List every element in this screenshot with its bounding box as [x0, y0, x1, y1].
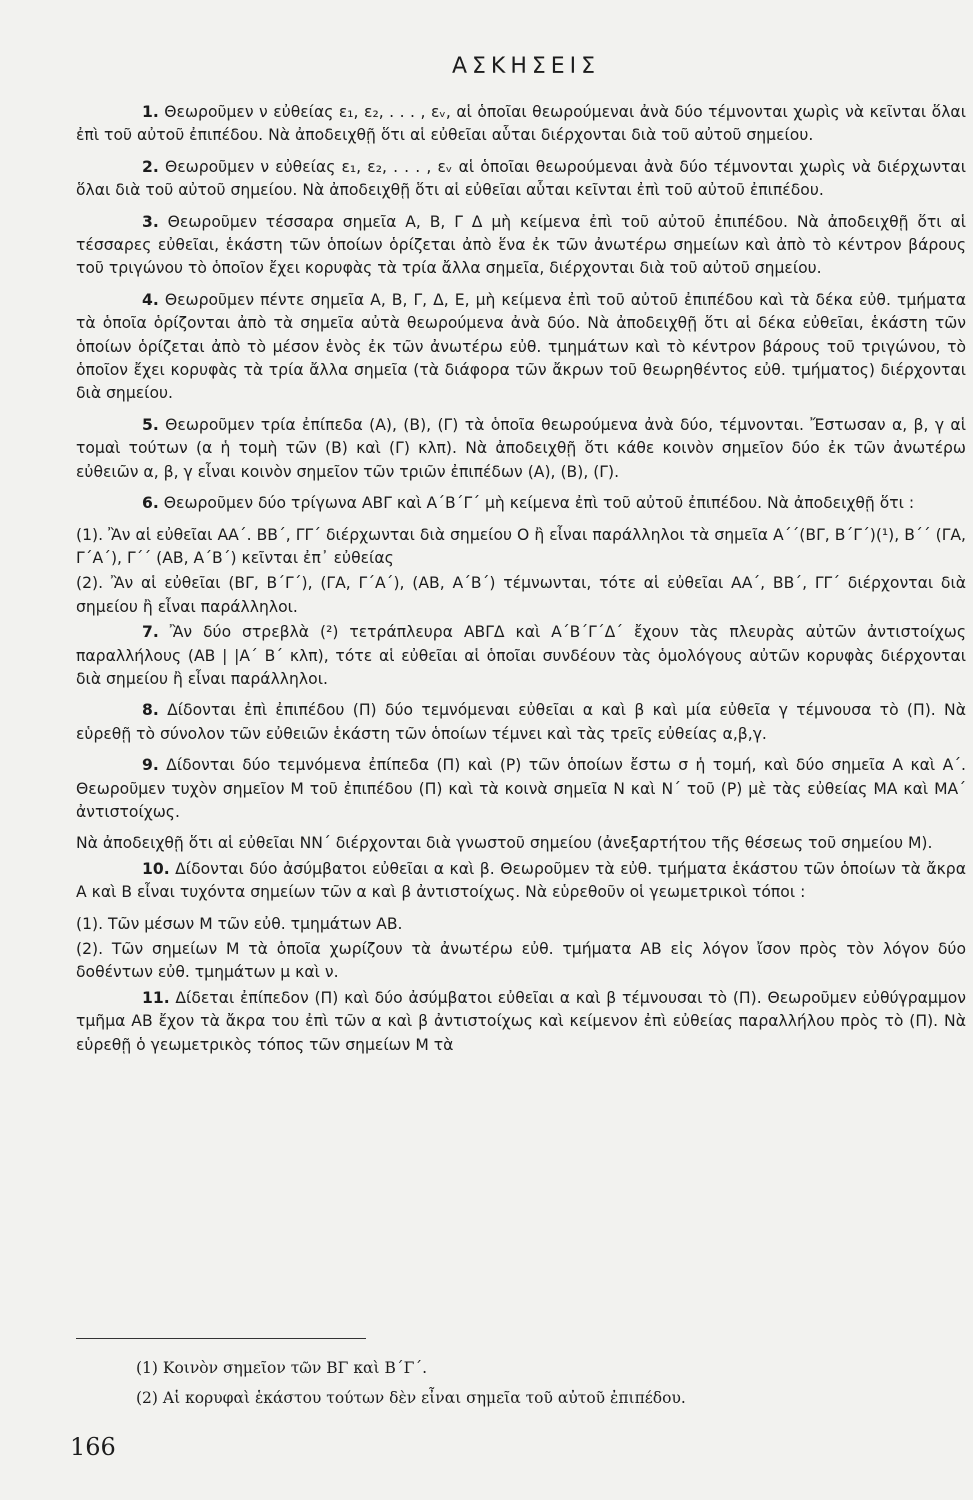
exercise-number: 3. — [142, 212, 159, 231]
exercise-10 — [76, 858, 966, 905]
exercise-number: 10. — [142, 859, 170, 878]
exercise-6-item-1: (1). Ἂν αἱ εὐθεῖαι ΑΑ΄. ΒΒ΄, ΓΓ΄ διέρχωνται διὰ σημείου Ο ἢ εἶναι παράλληλοι τὰ σημεῖα Α΄΄(ΒΓ, Β΄Γ΄)(¹), Β΄΄ (ΓΑ, Γ΄Α΄), Γ΄΄ (ΑΒ, Α΄Β΄) κεῖνται ἐπ᾽ εὐθείας — [76, 525, 966, 567]
exercise-number: 2. — [142, 157, 159, 176]
exercise-text: Θεωροῦμεν τέσσαρα σημεῖα Α, Β, Γ Δ μὴ κείμενα ἐπὶ τοῦ αὐτοῦ ἐπιπέδου. Νὰ ἀποδειχθῇ ὅτι αἱ τέσσαρες εὐθεῖαι, ἑκάστη τῶν ὁποίων ὁρίζεται ἀπὸ ἕνα ἐκ τῶν ἀνωτέρω σημείων καὶ ἀπὸ τὸ κέντρον βάρους τοῦ τριγώνου τὸ ὁποῖον ἔχει κορυφὰς τὰ τρία ἄλλα σημεῖα, διέρχονται διὰ τοῦ αὐτοῦ σημείου. — [76, 212, 966, 278]
page-title: ΑΣΚΗΣΕΙΣ — [451, 54, 601, 79]
exercise-3 — [76, 211, 966, 281]
exercise-number: 9. — [142, 756, 159, 775]
page-number: 166 — [70, 1433, 116, 1461]
exercise-text: Δίδεται ἐπίπεδον (Π) καὶ δύο ἀσύμβατοι εὐθεῖαι α καὶ β τέμνουσαι τὸ (Π). Θεωροῦμεν εὐθύγραμμον τμῆμα ΑΒ ἔχον τὰ ἄκρα του ἐπὶ τῶν α καὶ β ἀντιστοίχως καὶ κείμενον ἐπὶ εὐθείας παραλλήλου πρὸς τὸ (Π). Νὰ εὑρεθῇ ὁ γεωμετρικὸς τόπος τῶν σημείων Μ τὰ — [76, 988, 967, 1054]
exercise-text: Θεωροῦμεν πέντε σημεῖα Α, Β, Γ, Δ, Ε, μὴ κείμενα ἐπὶ τοῦ αὐτοῦ ἐπιπέδου καὶ τὰ δέκα εὐθ. τμήματα τὰ ὁποῖα ὁρίζονται ἀπὸ τὰ σημεῖα αὐτὰ θεωρούμενα ἀνὰ δύο. Νὰ ἀποδειχθῇ ὅτι αἱ δέκα εὐθεῖαι, ἑκάστη τῶν ὁποίων ὁρίζεται ἀπὸ τὸ μέσον ἑνὸς ἐκ τῶν ἀνωτέρω εὐθ. τμημάτων καὶ τὸ κέντρον βάρους τοῦ τριγώνου, τὸ ὁποῖον ἔχει κορυφὰς τὰ τρία ἄλλα σημεῖα (τὰ διάφορα τῶν ἄκρων τοῦ θεωρηθέντος εὐθ. τμήματος) διέρχονται διὰ σημείου. — [76, 290, 967, 403]
exercise-10-item-1: (1). Τῶν μέσων Μ τῶν εὐθ. τμημάτων ΑΒ. — [76, 914, 403, 933]
exercise-number: 7. — [142, 623, 159, 642]
exercise-6 — [76, 492, 966, 515]
exercise-text: Θεωροῦμεν δύο τρίγωνα ΑΒΓ καὶ Α΄Β΄Γ΄ μὴ κείμενα ἐπὶ τοῦ αὐτοῦ ἐπιπέδου. Νὰ ἀποδειχθῇ ὅτι : — [163, 494, 915, 513]
exercise-5 — [76, 414, 966, 484]
exercise-4 — [76, 289, 966, 406]
exercise-text: Θεωροῦμεν ν εὐθείας ε₁, ε₂, . . . , εᵥ αἱ ὁποῖαι θεωρούμεναι ἀνὰ δύο τέμνονται χωρὶς νὰ διέρχωνται ὅλαι διὰ τοῦ αὐτοῦ σημείου. Νὰ ἀποδειχθῇ ὅτι αἱ εὐθεῖαι αὗται κεῖνται ἐπὶ τοῦ αὐτοῦ ἐπιπέδου. — [76, 157, 966, 200]
exercise-text: Δίδονται δύο ἀσύμβατοι εὐθεῖαι α καὶ β. Θεωροῦμεν τὰ εὐθ. τμήματα ἑκάστου τῶν ὁποίων τὰ ἄκρα Α καὶ Β εἶναι τυχόντα σημείων τῶν α καὶ β ἀντιστοίχως. Νὰ εὑρεθοῦν οἱ γεωμετρικοὶ τόποι : — [76, 859, 966, 902]
exercise-8 — [76, 699, 966, 746]
exercise-1 — [76, 101, 966, 148]
footnote-separator — [76, 1338, 366, 1339]
exercise-number: 5. — [142, 415, 159, 434]
exercise-6-item-2: (2). Ἂν αἱ εὐθεῖαι (ΒΓ, Β΄Γ΄), (ΓΑ, Γ΄Α΄), (ΑΒ, Α΄Β΄) τέμνωνται, τότε αἱ εὐθεῖαι ΑΑ΄, ΒΒ΄, ΓΓ΄ διέρχονται διὰ σημείου ἢ εἶναι παράλληλοι. — [76, 574, 966, 616]
exercise-number: 11. — [142, 988, 170, 1007]
exercise-number: 4. — [142, 290, 159, 309]
footnote-1: (1) Κοινὸν σημεῖον τῶν ΒΓ καὶ Β΄Γ΄. — [136, 1359, 428, 1377]
exercise-7 — [76, 621, 966, 691]
exercise-number: 1. — [142, 103, 159, 121]
exercise-text: Θεωροῦμεν ν εὐθείας ε₁, ε₂, . . . , εᵥ, αἱ ὁποῖαι θεωρούμεναι ἀνὰ δύο τέμνονται χωρὶς νὰ κεῖνται ὅλαι ἐπὶ τοῦ αὐτοῦ ἐπιπέδου. Νὰ ἀποδειχθῇ ὅτι αἱ εὐθεῖαι αὗται διέρχονται διὰ τοῦ αὐτοῦ σημείου. — [76, 103, 966, 145]
exercise-2 — [76, 156, 966, 203]
footnote-2: (2) Αἱ κορυφαὶ ἑκάστου τούτων δὲν εἶναι σημεῖα τοῦ αὐτοῦ ἐπιπέδου. — [136, 1389, 686, 1407]
exercise-number: 8. — [142, 701, 159, 720]
exercise-text: Θεωροῦμεν τρία ἐπίπεδα (Α), (Β), (Γ) τὰ ὁποῖα θεωρούμενα ἀνὰ δύο, τέμνονται. Ἔστωσαν α, β, γ αἱ τομαὶ τούτων (α ἡ τομὴ τῶν (Β) καὶ (Γ) κλπ). Νὰ ἀποδειχθῇ ὅτι κάθε κοινὸν σημεῖον δύο ἐκ τῶν ἀνωτέρω εὐθειῶν α, β, γ εἶναι κοινὸν σημεῖον τῶν τριῶν ἐπιπέδων (Α), (Β), (Γ). — [76, 415, 966, 481]
exercise-11 — [76, 987, 966, 1057]
exercise-text: Δίδονται ἐπὶ ἐπιπέδου (Π) δύο τεμνόμεναι εὐθεῖαι α καὶ β καὶ μία εὐθεῖα γ τέμνουσα τὸ (Π). Νὰ εὑρεθῇ τὸ σύνολον τῶν εὐθειῶν ἑκάστη τῶν ὁποίων τέμνει καὶ τὰς τρεῖς εὐθείας α,β,γ. — [76, 701, 966, 743]
exercise-9-continuation: Νὰ ἀποδειχθῇ ὅτι αἱ εὐθεῖαι ΝΝ΄ διέρχονται διὰ γνωστοῦ σημείου (ἀνεξαρτήτου τῆς θέσεως τοῦ σημείου Μ). — [76, 834, 933, 853]
exercise-9 — [76, 754, 966, 824]
exercise-number: 6. — [142, 494, 159, 513]
page-body — [76, 54, 966, 1065]
exercise-text: Ἂν δύο στρεβλὰ (²) τετράπλευρα ΑΒΓΔ καὶ Α΄Β΄Γ΄Δ΄ ἔχουν τὰς πλευρὰς αὐτῶν ἀντιστοίχως παραλλήλους (ΑΒ | |Α΄ Β΄ κλπ), τότε αἱ εὐθεῖαι αἱ ὁποῖαι συνδέουν τὰς ὁμολόγους αὐτῶν κορυφὰς διέρχονται διὰ σημείου ἢ εἶναι παράλληλοι. — [76, 623, 966, 688]
footnotes — [136, 1353, 836, 1413]
exercise-text: Δίδονται δύο τεμνόμενα ἐπίπεδα (Π) καὶ (Ρ) τῶν ὁποίων ἔστω σ ἡ τομή, καὶ δύο σημεῖα Α καὶ Α΄. Θεωροῦμεν τυχὸν σημεῖον Μ τοῦ ἐπιπέδου (Π) καὶ τὰ κοινὰ σημεῖα Ν καὶ Ν΄ τοῦ (Ρ) μὲ τὰς εὐθείας ΜΑ καὶ ΜΑ΄ ἀντιστοίχως. — [76, 756, 966, 821]
exercise-10-item-2: (2). Τῶν σημείων Μ τὰ ὁποῖα χωρίζουν τὰ ἀνωτέρω εὐθ. τμήματα ΑΒ εἰς λόγον ἴσον πρὸς τὸν λόγον δύο δοθέντων εὐθ. τμημάτων μ καὶ ν. — [76, 940, 966, 982]
